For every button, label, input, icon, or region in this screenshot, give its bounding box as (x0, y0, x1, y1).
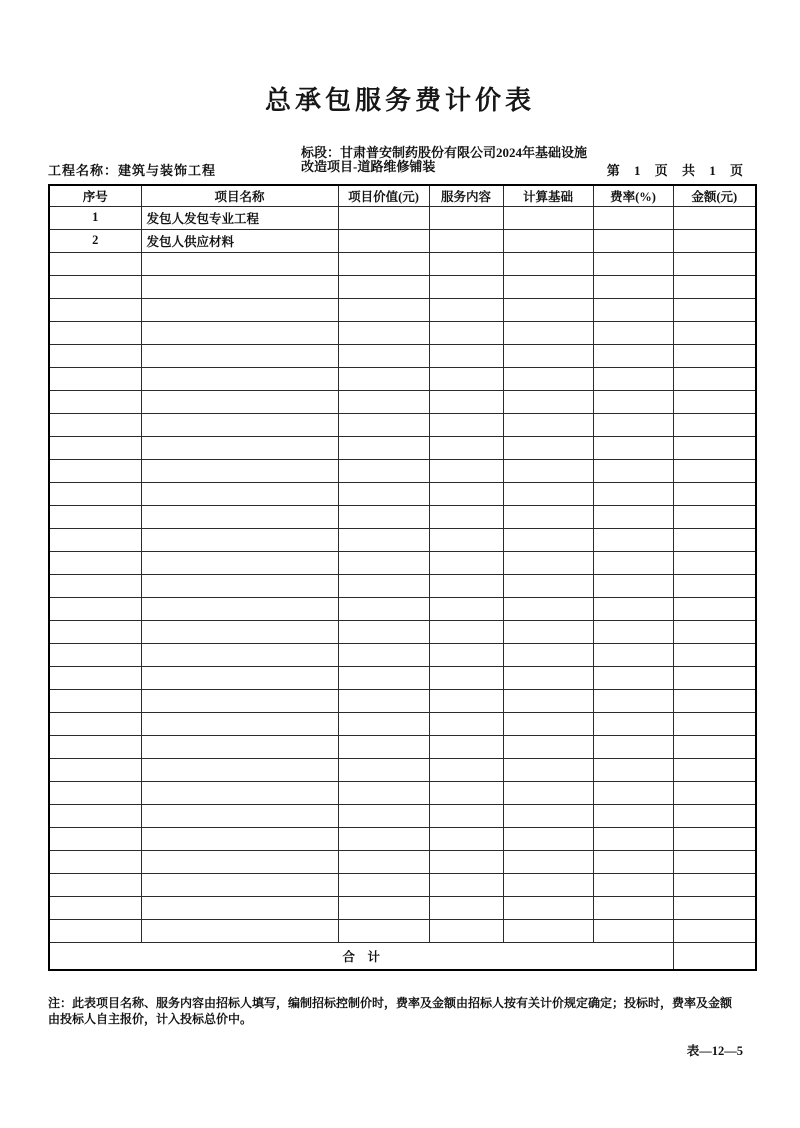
header-cell-rate: 费率(%) (593, 185, 673, 206)
empty-cell (49, 505, 141, 528)
empty-cell (503, 620, 593, 643)
empty-cell (338, 551, 429, 574)
cell-basis (503, 229, 593, 252)
empty-cell (338, 804, 429, 827)
empty-cell (49, 252, 141, 275)
empty-cell (141, 390, 338, 413)
empty-cell (338, 620, 429, 643)
empty-cell (673, 804, 756, 827)
empty-table-row (49, 252, 756, 275)
empty-cell (503, 551, 593, 574)
empty-cell (503, 896, 593, 919)
empty-cell (338, 390, 429, 413)
empty-cell (429, 482, 503, 505)
header-cell-service: 服务内容 (429, 185, 503, 206)
empty-cell (141, 252, 338, 275)
empty-cell (429, 413, 503, 436)
empty-cell (141, 919, 338, 942)
empty-cell (673, 781, 756, 804)
empty-cell (141, 436, 338, 459)
empty-cell (141, 551, 338, 574)
empty-cell (429, 735, 503, 758)
empty-cell (673, 528, 756, 551)
empty-table-row (49, 482, 756, 505)
empty-table-row (49, 344, 756, 367)
empty-cell (141, 505, 338, 528)
empty-cell (338, 643, 429, 666)
empty-cell (429, 643, 503, 666)
page-number-info: 第 1 页 共 1 页 (606, 163, 743, 178)
empty-cell (673, 643, 756, 666)
empty-cell (503, 344, 593, 367)
cell-rate (593, 229, 673, 252)
empty-cell (338, 505, 429, 528)
empty-cell (141, 344, 338, 367)
empty-cell (49, 275, 141, 298)
empty-cell (49, 689, 141, 712)
empty-cell (338, 275, 429, 298)
empty-cell (503, 873, 593, 896)
empty-table-row (49, 781, 756, 804)
empty-cell (429, 459, 503, 482)
empty-table-row (49, 574, 756, 597)
empty-cell (429, 551, 503, 574)
empty-cell (503, 413, 593, 436)
empty-cell (338, 597, 429, 620)
total-label-cell: 合 计 (49, 942, 673, 970)
empty-cell (429, 390, 503, 413)
empty-table-row (49, 804, 756, 827)
empty-cell (429, 620, 503, 643)
empty-cell (503, 919, 593, 942)
fee-table (48, 184, 757, 971)
empty-cell (49, 735, 141, 758)
empty-cell (141, 735, 338, 758)
empty-cell (673, 735, 756, 758)
form-code: 表—12—5 (686, 1044, 743, 1058)
cell-amount (673, 229, 756, 252)
empty-cell (141, 321, 338, 344)
empty-cell (673, 597, 756, 620)
empty-cell (673, 919, 756, 942)
section-info (301, 146, 587, 173)
empty-cell (49, 321, 141, 344)
empty-cell (673, 252, 756, 275)
empty-cell (429, 344, 503, 367)
empty-cell (503, 643, 593, 666)
empty-cell (141, 850, 338, 873)
project-name: 工程名称：建筑与装饰工程 (48, 163, 217, 178)
header-cell-basis: 计算基础 (503, 185, 593, 206)
empty-cell (49, 643, 141, 666)
empty-cell (503, 482, 593, 505)
empty-cell (673, 344, 756, 367)
empty-cell (429, 528, 503, 551)
table-body (49, 206, 756, 942)
page-title: 总承包服务费计价表 (264, 86, 535, 115)
header-cell-name: 项目名称 (141, 185, 338, 206)
empty-cell (338, 758, 429, 781)
empty-cell (429, 850, 503, 873)
empty-table-row (49, 436, 756, 459)
empty-cell (593, 344, 673, 367)
empty-cell (503, 712, 593, 735)
cell-service (429, 206, 503, 229)
empty-cell (593, 413, 673, 436)
cell-rate (593, 206, 673, 229)
header-cell-value: 项目价值(元) (338, 185, 429, 206)
empty-cell (503, 367, 593, 390)
empty-cell (503, 735, 593, 758)
empty-table-row (49, 873, 756, 896)
empty-cell (673, 298, 756, 321)
empty-cell (141, 528, 338, 551)
note-line1: 注：此表项目名称、服务内容由招标人填写，编制招标控制价时，费率及金额由招标人按有关计价规定确定；投标时，费率及金额 (48, 996, 733, 1010)
empty-cell (49, 781, 141, 804)
empty-cell (49, 873, 141, 896)
empty-cell (49, 551, 141, 574)
empty-cell (593, 850, 673, 873)
empty-cell (593, 643, 673, 666)
empty-cell (141, 482, 338, 505)
empty-table-row (49, 413, 756, 436)
empty-cell (593, 735, 673, 758)
empty-cell (141, 804, 338, 827)
empty-cell (338, 528, 429, 551)
empty-cell (593, 919, 673, 942)
empty-cell (338, 459, 429, 482)
empty-cell (141, 643, 338, 666)
empty-cell (141, 367, 338, 390)
empty-cell (593, 781, 673, 804)
empty-cell (49, 850, 141, 873)
empty-cell (593, 620, 673, 643)
empty-cell (338, 781, 429, 804)
empty-table-row (49, 666, 756, 689)
empty-table-row (49, 367, 756, 390)
note-line2: 由投标人自主报价，计入投标总价中。 (48, 1011, 253, 1026)
empty-cell (593, 758, 673, 781)
empty-cell (673, 620, 756, 643)
empty-cell (673, 896, 756, 919)
empty-cell (338, 850, 429, 873)
empty-cell (338, 712, 429, 735)
empty-cell (338, 367, 429, 390)
empty-cell (429, 321, 503, 344)
empty-cell (49, 896, 141, 919)
empty-cell (49, 597, 141, 620)
empty-cell (673, 390, 756, 413)
empty-cell (673, 827, 756, 850)
empty-cell (429, 919, 503, 942)
empty-cell (429, 252, 503, 275)
cell-service (429, 229, 503, 252)
empty-cell (673, 436, 756, 459)
empty-cell (429, 298, 503, 321)
empty-table-row (49, 275, 756, 298)
cell-value (338, 229, 429, 252)
empty-cell (593, 459, 673, 482)
empty-cell (593, 528, 673, 551)
empty-table-row (49, 459, 756, 482)
empty-cell (49, 367, 141, 390)
empty-cell (593, 298, 673, 321)
empty-cell (49, 804, 141, 827)
empty-cell (49, 344, 141, 367)
empty-cell (503, 275, 593, 298)
empty-table-row (49, 827, 756, 850)
empty-cell (338, 919, 429, 942)
total-amount-cell (673, 942, 756, 970)
empty-cell (429, 758, 503, 781)
empty-cell (673, 850, 756, 873)
empty-cell (49, 758, 141, 781)
empty-cell (141, 574, 338, 597)
empty-cell (429, 804, 503, 827)
empty-table-row (49, 390, 756, 413)
empty-cell (338, 827, 429, 850)
empty-cell (503, 252, 593, 275)
header-cell-no: 序号 (49, 185, 141, 206)
empty-cell (338, 252, 429, 275)
section-info-line1: 标段：甘肃普安制药股份有限公司2024年基础设施 (301, 145, 588, 160)
empty-cell (593, 436, 673, 459)
table-header-row (49, 185, 756, 206)
cell-no: 1 (49, 206, 141, 229)
empty-table-row (49, 735, 756, 758)
empty-cell (593, 574, 673, 597)
empty-cell (673, 275, 756, 298)
empty-cell (49, 436, 141, 459)
empty-cell (338, 666, 429, 689)
empty-cell (429, 827, 503, 850)
empty-cell (593, 712, 673, 735)
empty-table-row (49, 850, 756, 873)
empty-cell (338, 689, 429, 712)
empty-table-row (49, 597, 756, 620)
empty-cell (503, 390, 593, 413)
empty-cell (429, 275, 503, 298)
cell-no: 2 (49, 229, 141, 252)
empty-cell (593, 367, 673, 390)
empty-cell (141, 781, 338, 804)
empty-cell (49, 482, 141, 505)
empty-table-row (49, 528, 756, 551)
empty-cell (338, 574, 429, 597)
empty-cell (503, 528, 593, 551)
total-row (49, 942, 756, 970)
empty-cell (593, 321, 673, 344)
empty-cell (49, 390, 141, 413)
empty-cell (593, 551, 673, 574)
empty-cell (503, 781, 593, 804)
empty-cell (429, 666, 503, 689)
empty-cell (429, 574, 503, 597)
empty-cell (429, 873, 503, 896)
empty-cell (673, 413, 756, 436)
cell-basis (503, 206, 593, 229)
header-cell-amount: 金额(元) (673, 185, 756, 206)
empty-cell (49, 298, 141, 321)
empty-cell (141, 666, 338, 689)
empty-cell (593, 252, 673, 275)
note-text (48, 996, 760, 1027)
empty-cell (593, 689, 673, 712)
empty-cell (141, 827, 338, 850)
empty-cell (429, 436, 503, 459)
empty-table-row (49, 505, 756, 528)
empty-table-row (49, 758, 756, 781)
empty-cell (593, 896, 673, 919)
empty-cell (141, 459, 338, 482)
empty-cell (503, 298, 593, 321)
empty-table-row (49, 321, 756, 344)
empty-cell (141, 689, 338, 712)
empty-cell (338, 896, 429, 919)
empty-cell (673, 666, 756, 689)
empty-cell (429, 896, 503, 919)
empty-cell (49, 666, 141, 689)
empty-cell (49, 574, 141, 597)
empty-cell (429, 781, 503, 804)
empty-cell (503, 804, 593, 827)
empty-cell (673, 321, 756, 344)
empty-cell (503, 758, 593, 781)
empty-cell (141, 758, 338, 781)
cell-value (338, 206, 429, 229)
empty-cell (338, 873, 429, 896)
empty-cell (49, 827, 141, 850)
cell-name: 发包人发包专业工程 (141, 206, 338, 229)
empty-cell (503, 689, 593, 712)
empty-table-row (49, 712, 756, 735)
empty-cell (673, 689, 756, 712)
empty-cell (503, 574, 593, 597)
empty-cell (503, 321, 593, 344)
empty-cell (593, 482, 673, 505)
empty-table-row (49, 298, 756, 321)
empty-cell (49, 413, 141, 436)
empty-cell (429, 367, 503, 390)
empty-cell (503, 850, 593, 873)
cell-name: 发包人供应材料 (141, 229, 338, 252)
empty-cell (593, 390, 673, 413)
empty-cell (141, 413, 338, 436)
empty-cell (49, 712, 141, 735)
empty-table-row (49, 919, 756, 942)
empty-cell (141, 873, 338, 896)
empty-cell (338, 413, 429, 436)
empty-table-row (49, 896, 756, 919)
empty-cell (503, 666, 593, 689)
empty-cell (141, 896, 338, 919)
empty-table-row (49, 689, 756, 712)
empty-cell (503, 505, 593, 528)
empty-cell (141, 298, 338, 321)
empty-cell (593, 804, 673, 827)
table-row (49, 206, 756, 229)
empty-cell (673, 505, 756, 528)
empty-cell (141, 597, 338, 620)
empty-cell (503, 597, 593, 620)
empty-cell (503, 459, 593, 482)
empty-cell (503, 827, 593, 850)
empty-cell (429, 597, 503, 620)
empty-cell (141, 712, 338, 735)
empty-cell (673, 482, 756, 505)
empty-cell (673, 551, 756, 574)
empty-cell (593, 873, 673, 896)
empty-cell (673, 873, 756, 896)
empty-cell (593, 666, 673, 689)
empty-cell (673, 574, 756, 597)
empty-cell (141, 275, 338, 298)
empty-cell (673, 758, 756, 781)
empty-cell (673, 459, 756, 482)
empty-cell (593, 827, 673, 850)
empty-cell (593, 275, 673, 298)
empty-cell (429, 689, 503, 712)
cell-amount (673, 206, 756, 229)
empty-cell (593, 597, 673, 620)
empty-cell (338, 298, 429, 321)
table-row (49, 229, 756, 252)
empty-cell (338, 436, 429, 459)
empty-cell (141, 620, 338, 643)
empty-cell (429, 505, 503, 528)
empty-cell (503, 436, 593, 459)
empty-cell (593, 505, 673, 528)
empty-cell (338, 321, 429, 344)
section-info-line2: 改造项目-道路维修铺装 (301, 158, 436, 174)
empty-table-row (49, 551, 756, 574)
empty-table-row (49, 643, 756, 666)
empty-table-row (49, 620, 756, 643)
empty-cell (49, 919, 141, 942)
empty-cell (338, 344, 429, 367)
empty-cell (49, 459, 141, 482)
empty-cell (338, 482, 429, 505)
empty-cell (429, 712, 503, 735)
empty-cell (49, 620, 141, 643)
empty-cell (673, 367, 756, 390)
empty-cell (338, 735, 429, 758)
empty-cell (49, 528, 141, 551)
empty-cell (673, 712, 756, 735)
